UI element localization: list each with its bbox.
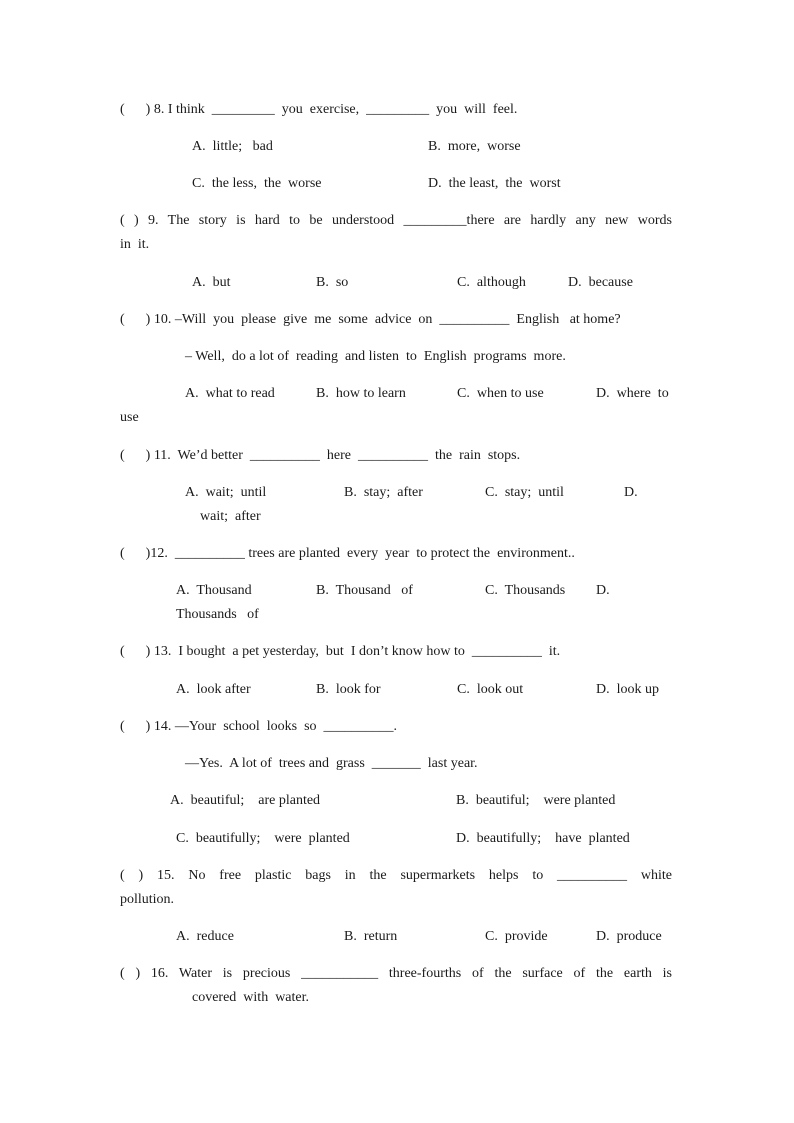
option-c: C. look out <box>457 682 524 697</box>
question-stem: ( ) 16. Water is precious ___________ three-fourths of the surface of the earth is <box>120 966 672 981</box>
option-a: A. wait; until <box>185 485 267 500</box>
option-c: C. beautifully; were planted <box>176 831 350 846</box>
option-a: A. reduce <box>176 929 234 944</box>
question-stem: ( ) 10. –Will you please give me some advice on __________ English at home? <box>120 312 621 327</box>
option-d: D. because <box>568 275 633 290</box>
option-c: C. although <box>457 275 526 290</box>
question-reply: – Well, do a lot of reading and listen to English programs more. <box>185 349 566 364</box>
question-stem-continued: pollution. <box>120 892 175 907</box>
option-b: B. return <box>344 929 398 944</box>
option-a: A. Thousand <box>176 583 252 598</box>
option-c: C. Thousands <box>485 583 566 598</box>
question-stem: ( ) 15. No free plastic bags in the supermarkets helps to __________ white <box>120 868 672 883</box>
option-d: D. produce <box>596 929 662 944</box>
option-d: D. look up <box>596 682 659 697</box>
option-b: B. so <box>316 275 349 290</box>
option-d-wrap: use <box>120 410 139 425</box>
option-a: A. beautiful; are planted <box>170 793 321 808</box>
option-a: A. little; bad <box>192 139 273 154</box>
option-b: B. Thousand of <box>316 583 413 598</box>
option-d: D. beautifully; have planted <box>456 831 630 846</box>
option-d: D. the least, the worst <box>428 176 561 191</box>
option-b: B. beautiful; were planted <box>456 793 616 808</box>
option-d-wrap: wait; after <box>200 509 261 524</box>
question-stem: ( ) 14. —Your school looks so __________. <box>120 719 398 734</box>
option-b: B. look for <box>316 682 381 697</box>
question-stem: ( ) 13. I bought a pet yesterday, but I don’t know how to __________ it. <box>120 644 561 659</box>
option-d: D. <box>624 485 638 500</box>
option-d-wrap: Thousands of <box>176 607 259 622</box>
option-c: C. provide <box>485 929 548 944</box>
option-c: C. the less, the worse <box>192 176 322 191</box>
option-a: A. what to read <box>185 386 275 401</box>
question-stem: ( ) 11. We’d better __________ here __________ the rain stops. <box>120 448 521 463</box>
question-stem: ( ) 8. I think _________ you exercise, _________ you will feel. <box>120 102 518 117</box>
question-stem-continued: in it. <box>120 237 150 252</box>
option-c: C. when to use <box>457 386 544 401</box>
option-a: A. look after <box>176 682 251 697</box>
option-b: B. more, worse <box>428 139 521 154</box>
question-stem: ( )12. __________ trees are planted every year to protect the environment.. <box>120 546 575 561</box>
question-reply: —Yes. A lot of trees and grass _______ last year. <box>185 756 478 771</box>
option-d: D. where to <box>596 386 669 401</box>
option-c: C. stay; until <box>485 485 564 500</box>
option-b: B. stay; after <box>344 485 423 500</box>
option-a: A. but <box>192 275 231 290</box>
question-stem: ( ) 9. The story is hard to be understood _________there are hardly any new words <box>120 213 672 228</box>
option-b: B. how to learn <box>316 386 406 401</box>
option-d: D. <box>596 583 610 598</box>
question-stem-continued: covered with water. <box>192 990 310 1005</box>
